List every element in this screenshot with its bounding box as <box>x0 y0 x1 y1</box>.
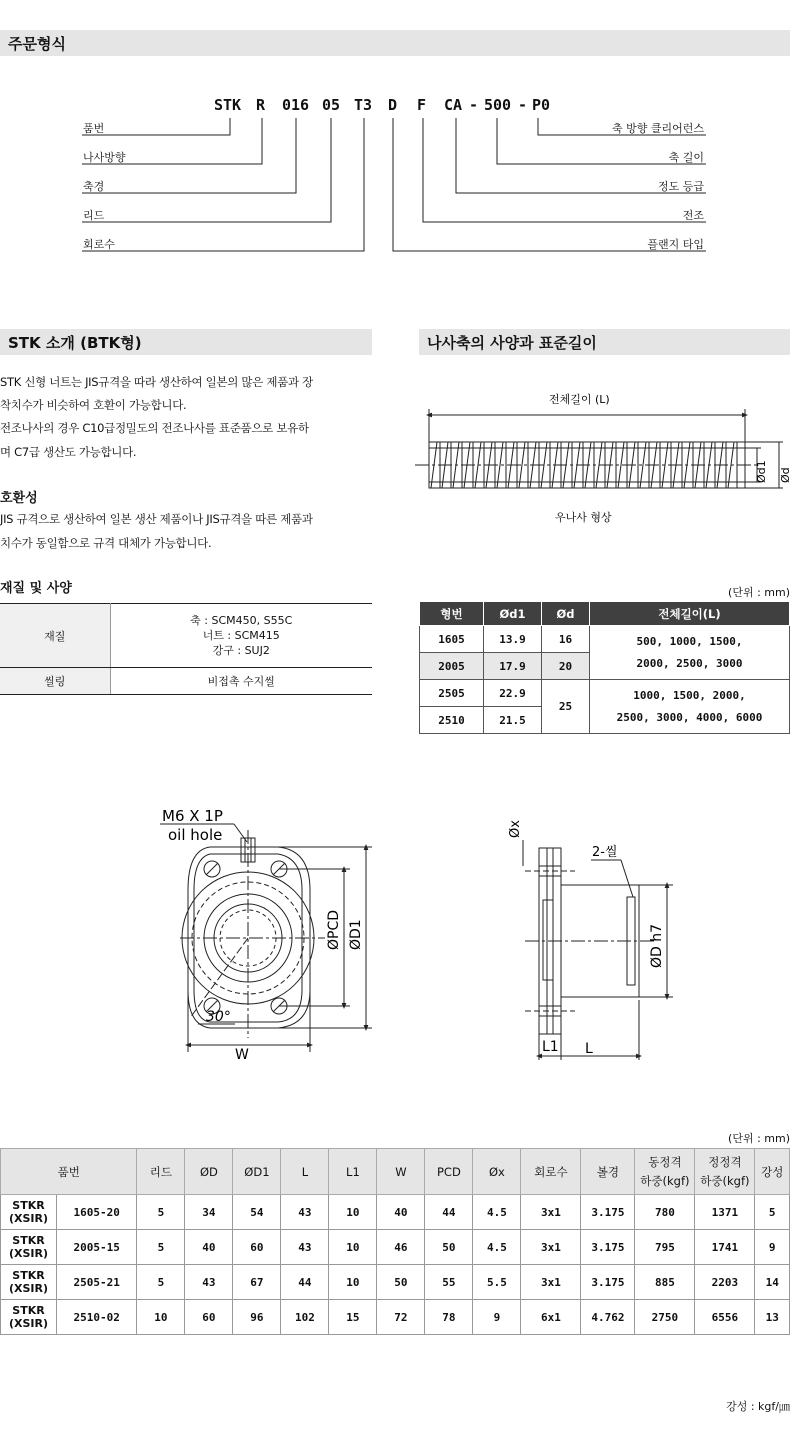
label-shaft-length: 축 길이 <box>668 151 704 164</box>
cell-static-load: 1741 <box>695 1230 755 1265</box>
cell-length-group-2 <box>590 680 790 734</box>
nut-table-unit-label: (단위 : mm) <box>728 1132 790 1145</box>
cell-x: 9 <box>473 1300 521 1335</box>
col-d1: ØD1 <box>233 1149 281 1195</box>
w-dimension-label: W <box>235 1047 249 1060</box>
cell-x: 4.5 <box>473 1230 521 1265</box>
cell-lead: 5 <box>137 1265 185 1300</box>
cell-static-load: 2203 <box>695 1265 755 1300</box>
cell-rigidity: 5 <box>755 1195 790 1230</box>
col-total-length: 전체길이(L) <box>590 602 790 626</box>
label-thread-direction: 나사방향 <box>83 151 126 164</box>
compatibility-title: 호환성 <box>0 491 38 506</box>
cell-series: STKR (XSIR) <box>1 1300 57 1335</box>
nut-front-view-drawing <box>150 800 390 1060</box>
label-accuracy-grade: 정도 등급 <box>657 180 704 193</box>
col-static-load: 정정격 하중(kgf) <box>695 1149 755 1195</box>
table-row <box>420 626 790 653</box>
cell-l1: 10 <box>329 1195 377 1230</box>
intro-line-2: 착치수가 비슷하여 호환이 가능합니다. <box>0 398 187 412</box>
nut-side-view-drawing <box>495 800 695 1060</box>
cell-x: 5.5 <box>473 1265 521 1300</box>
shaft-table-header <box>420 602 790 626</box>
cell-pcd: 44 <box>425 1195 473 1230</box>
cell-d: 43 <box>185 1265 233 1300</box>
material-table <box>0 603 372 695</box>
cell-length-group-1 <box>590 626 790 680</box>
cell-model: 2510 <box>420 707 484 734</box>
table-row <box>420 680 790 707</box>
label-circuits: 회로수 <box>83 238 115 251</box>
cell-series: STKR (XSIR) <box>1 1265 57 1300</box>
shaft-spec-table <box>419 601 790 734</box>
cell-series: STKR (XSIR) <box>1 1195 57 1230</box>
nut-table-header <box>1 1149 790 1195</box>
cell-dynamic-load: 780 <box>635 1195 695 1230</box>
cell-d1: 21.5 <box>484 707 542 734</box>
cell-circuits: 3x1 <box>521 1195 581 1230</box>
cell-l: 44 <box>281 1265 329 1300</box>
intro-line-1: STK 신형 너트는 JIS규격을 따라 생산하여 일본의 많은 제품과 장 <box>0 375 313 389</box>
cell-ball: 4.762 <box>581 1300 635 1335</box>
label-part-number: 품번 <box>83 122 105 135</box>
col-l: L <box>281 1149 329 1195</box>
col-ball-diameter: 볼경 <box>581 1149 635 1195</box>
cell-l1: 10 <box>329 1265 377 1300</box>
material-title: 재질 및 사양 <box>0 581 72 596</box>
code-p0: P0 <box>532 96 551 114</box>
cell-lead: 5 <box>137 1195 185 1230</box>
cell-circuits: 3x1 <box>521 1265 581 1300</box>
col-w: W <box>377 1149 425 1195</box>
seal-label: 2-씰 <box>592 845 618 860</box>
length-line: 500, 1000, 1500, <box>636 634 743 648</box>
cell-ball: 3.175 <box>581 1230 635 1265</box>
code-ca: CA <box>444 96 463 114</box>
col-rigidity: 강성 <box>755 1149 790 1195</box>
cell-pcd: 78 <box>425 1300 473 1335</box>
cell-dynamic-load: 885 <box>635 1265 695 1300</box>
cell-l: 102 <box>281 1300 329 1335</box>
cell-d: 34 <box>185 1195 233 1230</box>
cell-d: 40 <box>185 1230 233 1265</box>
compatibility-line-1: JIS 규격으로 생산하여 일본 생산 제품이나 JIS규격을 따른 제품과 <box>0 512 313 526</box>
col-model: 형번 <box>420 602 484 626</box>
cell-d: 16 <box>542 626 590 653</box>
cell-series: STKR (XSIR) <box>1 1230 57 1265</box>
label-shaft-diameter: 축경 <box>83 180 105 193</box>
shaft-unit-label: (단위 : mm) <box>728 586 790 599</box>
cell-d: 25 <box>542 680 590 734</box>
cell-ball: 3.175 <box>581 1195 635 1230</box>
material-value <box>110 604 372 668</box>
thread-shape-label: 우나사 형상 <box>555 511 612 524</box>
col-part-number: 품번 <box>1 1149 137 1195</box>
cell-pcd: 55 <box>425 1265 473 1300</box>
intro-line-3: 전조나사의 경우 C10급정밀도의 전조나사를 표준품으로 보유하 <box>0 421 309 435</box>
table-row <box>1 1195 790 1230</box>
cell-lead: 10 <box>137 1300 185 1335</box>
cell-rigidity: 13 <box>755 1300 790 1335</box>
label-lead: 리드 <box>83 209 105 222</box>
col-d1: Ød1 <box>484 602 542 626</box>
oil-hole-spec-label: M6 X 1P <box>162 807 223 825</box>
shaft-d1-label: Ød1 <box>755 460 768 483</box>
cell-model: 2005-15 <box>57 1230 137 1265</box>
x-dimension-label: Øx <box>508 820 523 838</box>
cell-d1: 54 <box>233 1195 281 1230</box>
code-dash-1: - <box>469 96 479 114</box>
angle-label: 30° <box>206 1009 231 1025</box>
col-d: ØD <box>185 1149 233 1195</box>
stk-intro-heading <box>0 329 372 355</box>
cell-d1: 22.9 <box>484 680 542 707</box>
table-row <box>1 1300 790 1335</box>
material-key: 재질 <box>0 604 110 668</box>
material-row <box>0 604 372 668</box>
cell-static-load: 1371 <box>695 1195 755 1230</box>
cell-w: 40 <box>377 1195 425 1230</box>
code-016: 016 <box>282 96 310 114</box>
pcd-dimension-label: ØPCD <box>326 909 342 950</box>
cell-model: 1605-20 <box>57 1195 137 1230</box>
intro-line-4: 며 C7급 생산도 가능합니다. <box>0 445 137 459</box>
cell-circuits: 6x1 <box>521 1300 581 1335</box>
col-lead: 리드 <box>137 1149 185 1195</box>
code-05: 05 <box>322 96 341 114</box>
cell-model: 2510-02 <box>57 1300 137 1335</box>
length-line: 2500, 3000, 4000, 6000 <box>616 710 763 724</box>
rigidity-unit-footnote: 강성 : kgf/㎛ <box>726 1400 790 1413</box>
shaft-spec-title: 나사축의 사양과 표준길이 <box>427 333 597 352</box>
d-h7-dimension-label: ØD h7 <box>649 923 665 968</box>
cell-d1: 17.9 <box>484 653 542 680</box>
col-pcd: PCD <box>425 1149 473 1195</box>
cell-model: 2505 <box>420 680 484 707</box>
label-rolled: 전조 <box>682 209 704 222</box>
length-line: 2000, 2500, 3000 <box>636 656 743 670</box>
cell-rigidity: 14 <box>755 1265 790 1300</box>
total-length-label: 전체길이 (L) <box>549 393 610 406</box>
material-value-line: 너트 : SCM415 <box>202 629 280 642</box>
cell-model: 2505-21 <box>57 1265 137 1300</box>
material-value-line: 강구 : SUJ2 <box>212 644 270 657</box>
screw-shaft-drawing <box>415 385 800 535</box>
sealing-key: 씰링 <box>0 668 110 695</box>
cell-static-load: 6556 <box>695 1300 755 1335</box>
col-circuits: 회로수 <box>521 1149 581 1195</box>
cell-d1: 67 <box>233 1265 281 1300</box>
code-stk: STK <box>214 96 242 114</box>
col-d: Ød <box>542 602 590 626</box>
cell-lead: 5 <box>137 1230 185 1265</box>
cell-x: 4.5 <box>473 1195 521 1230</box>
col-l1: L1 <box>329 1149 377 1195</box>
col-x: Øx <box>473 1149 521 1195</box>
stk-intro-title: STK 소개 (BTK형) <box>8 333 142 352</box>
cell-d1: 13.9 <box>484 626 542 653</box>
order-format-title: 주문형식 <box>8 34 66 53</box>
cell-l1: 15 <box>329 1300 377 1335</box>
l1-dimension-label: L1 <box>542 1039 559 1055</box>
cell-circuits: 3x1 <box>521 1230 581 1265</box>
cell-l: 43 <box>281 1195 329 1230</box>
l-dimension-label: L <box>585 1041 593 1057</box>
oil-hole-label: oil hole <box>168 826 223 844</box>
compatibility-line-2: 치수가 동일함으로 규격 대체가 가능합니다. <box>0 536 212 550</box>
code-d: D <box>388 96 398 114</box>
cell-rigidity: 9 <box>755 1230 790 1265</box>
cell-d1: 96 <box>233 1300 281 1335</box>
col-dynamic-load: 동정격 하중(kgf) <box>635 1149 695 1195</box>
cell-w: 72 <box>377 1300 425 1335</box>
d1-dimension-label: ØD1 <box>348 919 364 950</box>
cell-dynamic-load: 2750 <box>635 1300 695 1335</box>
code-500: 500 <box>484 96 512 114</box>
code-r: R <box>256 96 266 114</box>
cell-d1: 60 <box>233 1230 281 1265</box>
table-row <box>1 1230 790 1265</box>
cell-model: 2005 <box>420 653 484 680</box>
material-value-line: 축 : SCM450, S55C <box>190 614 293 627</box>
cell-l: 43 <box>281 1230 329 1265</box>
sealing-value: 비접촉 수지씰 <box>110 668 372 695</box>
label-axial-clearance: 축 방향 클리어런스 <box>611 122 704 135</box>
cell-pcd: 50 <box>425 1230 473 1265</box>
cell-model: 1605 <box>420 626 484 653</box>
cell-d: 20 <box>542 653 590 680</box>
table-row <box>1 1265 790 1300</box>
cell-w: 46 <box>377 1230 425 1265</box>
cell-d: 60 <box>185 1300 233 1335</box>
cell-l1: 10 <box>329 1230 377 1265</box>
length-line: 1000, 1500, 2000, <box>633 688 746 702</box>
sealing-row <box>0 668 372 695</box>
nut-spec-table <box>0 1148 790 1335</box>
cell-w: 50 <box>377 1265 425 1300</box>
code-f: F <box>417 96 427 114</box>
label-flange-type: 플랜지 타입 <box>647 238 704 251</box>
code-dash-2: - <box>518 96 528 114</box>
cell-ball: 3.175 <box>581 1265 635 1300</box>
code-t3: T3 <box>354 96 373 114</box>
cell-dynamic-load: 795 <box>635 1230 695 1265</box>
shaft-d-label: Ød <box>779 467 792 483</box>
shaft-spec-heading <box>419 329 790 355</box>
